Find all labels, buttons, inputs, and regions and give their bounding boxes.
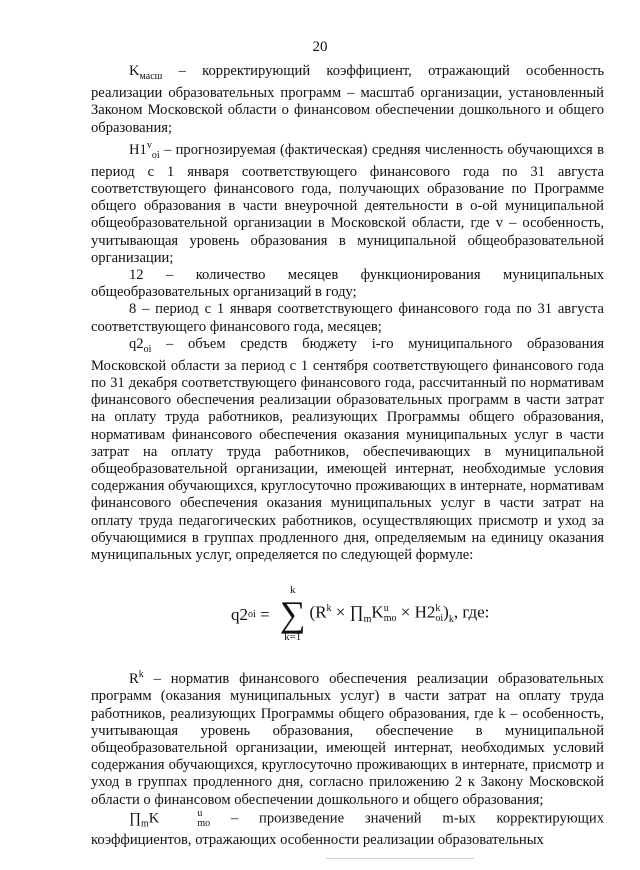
term-r: R [129,671,139,688]
scan-artifact-line [326,858,474,859]
paragraph-text: – корректирующий коэффициент, отражающий особенность реализации образовательных программ – масштаб организации, установленный Законом Московской области о финансовом обеспечении дошкольного и общего образования; [91,63,604,136]
sigma-icon: ∑ [279,594,306,635]
formula-q2 [91,574,604,654]
paragraph-text: – прогнозируемая (фактическая) средняя численность обучающихся в период с 1 января соответствующего финансового года по 31 августа соответствующего финансового года, получающих образование по Программе общего образования в части внеурочной деятельности в о-ой муниципальной общеобразовательной организации в Московской области, где v – особенность, учитывающая уровень образования в муниципальной общеобразовательной организации; [91,141,604,266]
term-k: K [129,63,140,79]
paragraph-q2 [91,336,604,565]
term-q2: q2 [129,335,144,352]
formula-body: ($R^k$ × $\prod_mK$ u mo × Н2 k oi )$_k$, где: [309,602,490,626]
paragraph-prod-k [91,809,604,850]
paragraph-rk [91,666,604,808]
document-body [91,63,604,849]
term-q2-sub: oi [143,343,152,355]
paragraph-k-masshtab [91,63,604,137]
paragraph-text: – норматив финансового обеспечения реализации образовательных программ (оказания муниципальных услуг) в части затрат на оплату труда работников, реализующих Программы общего образования, где k – особенность, учитывающая уровень образования, обеспечение в муниципальной общеобразовательной организации, имеющей интернат, необходимых условий содержания обучающихся, круглосуточно проживающих в интернате, присмотр и уход в группах продленного дня, согласно приложению 2 к Закону Московской области о финансовом обеспечении дошкольного и общего образования; [91,671,604,808]
term-k-sub: mo [197,817,211,829]
paragraph-h1 [91,137,604,267]
term-h1: Н1 [129,141,147,158]
formula-equals: = [255,604,274,624]
formula-lhs-sub: oi [248,608,256,620]
sum-operator [280,585,306,643]
page-number: 20 [312,39,328,55]
sum-upper-limit: k [289,584,296,597]
term-k-sub: масш [139,70,163,82]
sum-lower-limit: k=1 [284,631,302,644]
paragraph-12-months: 12 – количество месяцев функционирования муниципальных общеобразовательных организаций в году; [91,266,604,301]
formula-lhs: q2 [231,604,248,624]
term-prod-sub: m [141,818,149,829]
term-k-sup: u [197,807,203,819]
term-h1-sup: v [146,139,152,151]
paragraph-8-months: 8 – период с 1 января соответствующего финансового года по 31 августа соответствующего финансового года, месяцев; [91,301,604,335]
paragraph-text: – объем средств бюджету i-го муниципального образования Московской области за период с 1 сентября соответствующего финансового года по 31 декабря соответствующего финансового года, рассчитанный по нормативам финансового обеспечения реализации образовательных программ в части затрат на оплату труда работников, реализующих Программы общего образования, нормативам финансового обеспечения оказания муниципальных услуг в части затрат на оплату труда работников, обеспечивающих в муниципальной общеобразовательной организации, имеющей интернат, необходимые условия содержания обучающихся, круглосуточно проживающих в интернате, нормативам финансового обеспечения оказания муниципальных услуг в части затрат на оплату труда педагогических работников, осуществляющих присмотр и уход за обучающимися в группах продленного дня, определяемым на единицу оказания муниципальных услуг, определяется по следующей формуле: [91,335,604,564]
term-h1-sub: oi [151,149,160,161]
term-k-letter: K [148,810,160,827]
product-icon: ∏ [129,810,142,827]
paragraph-text: – произведение значений m-ых корректирующих коэффициентов, отражающих особенности реализации образовательных [91,810,604,849]
term-r-sup: k [138,669,144,681]
